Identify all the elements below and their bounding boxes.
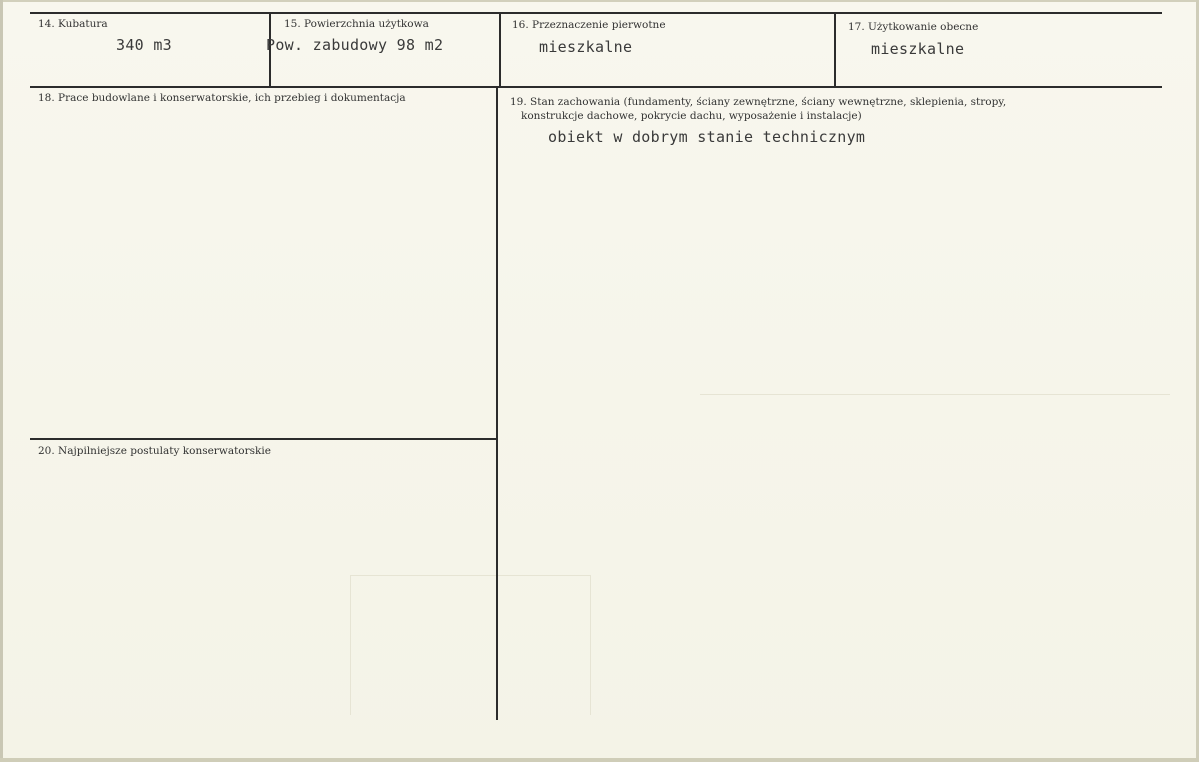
top-rule <box>30 12 1162 14</box>
field-18-label: 18. Prace budowlane i konserwatorskie, ich przebieg i dokumentacja <box>38 92 406 104</box>
card-edge-left <box>0 0 3 762</box>
field-16-value[interactable]: mieszkalne <box>539 38 633 56</box>
field-19-label-line2: konstrukcje dachowe, pokrycie dachu, wyposażenie i instalacje) <box>521 110 862 122</box>
field-16-label: 16. Przeznaczenie pierwotne <box>512 19 666 31</box>
divider-18-20 <box>30 438 498 440</box>
card-edge-bottom <box>0 758 1199 762</box>
field-19-label-line1: 19. Stan zachowania (fundamenty, ściany zewnętrzne, ściany wewnętrzne, sklepienia, stropy, <box>510 96 1007 108</box>
field-15-label: 15. Powierzchnia użytkowa <box>284 18 429 30</box>
field-15-value[interactable]: Pow. zabudowy 98 m2 <box>266 36 444 54</box>
field-19-value[interactable]: obiekt w dobrym stanie technicznym <box>548 128 866 146</box>
divider-18-19 <box>496 86 498 720</box>
row1-bottom-rule <box>30 86 1162 88</box>
field-14-value[interactable]: 340 m3 <box>116 36 172 54</box>
field-17-value[interactable]: mieszkalne <box>871 40 965 58</box>
field-20-label: 20. Najpilniejsze postulaty konserwatorskie <box>38 445 271 457</box>
field-18-area[interactable] <box>32 110 494 436</box>
field-20-area[interactable] <box>32 462 494 718</box>
field-14-label: 14. Kubatura <box>38 18 108 30</box>
bleed-through-mark <box>700 394 1170 395</box>
field-17-label: 17. Użytkowanie obecne <box>848 21 979 33</box>
divider-15-16 <box>499 12 501 86</box>
divider-16-17 <box>834 12 836 86</box>
bleed-through-mark <box>590 575 591 715</box>
bleed-through-mark <box>498 575 590 576</box>
card-edge-top <box>0 0 1199 2</box>
